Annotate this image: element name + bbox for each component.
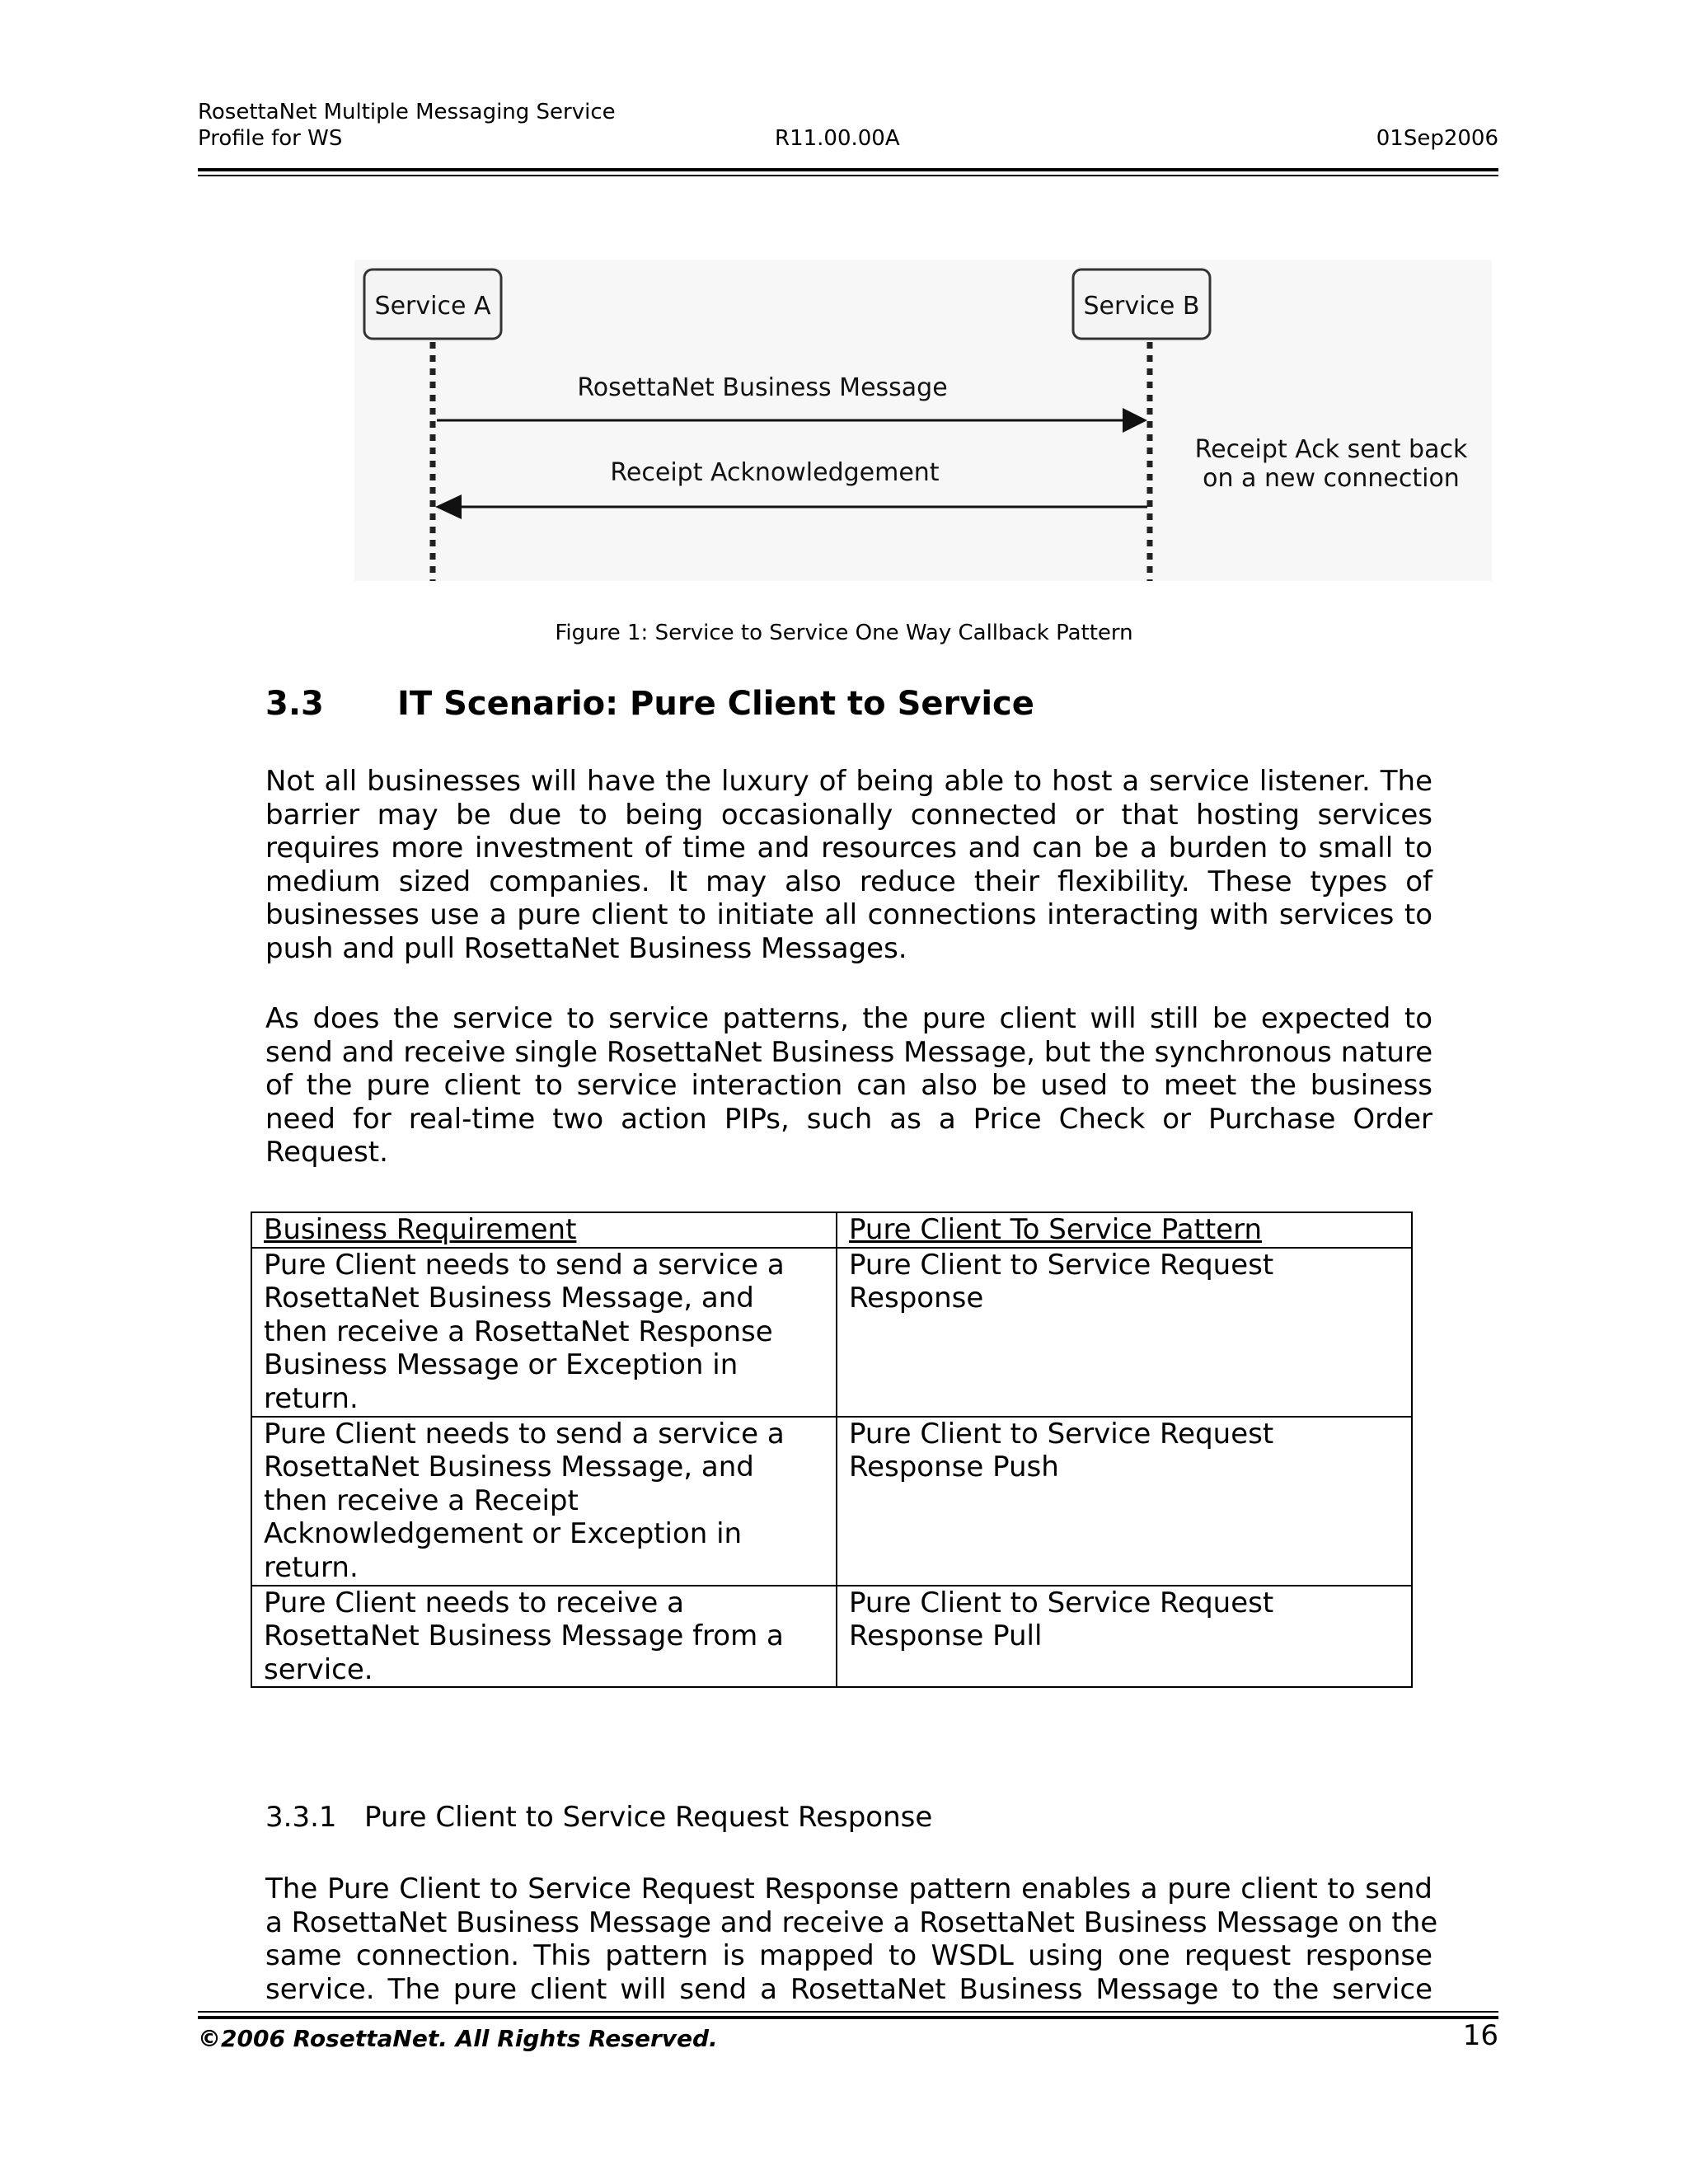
- header-title-line1: RosettaNet Multiple Messaging Service: [198, 100, 616, 124]
- paragraph-1-line: push and pull RosettaNet Business Messages.: [265, 931, 907, 965]
- subsection-title: Pure Client to Service Request Response: [364, 1801, 933, 1834]
- paragraph-3: [265, 1872, 1438, 2006]
- table-row: [251, 1248, 1412, 1417]
- table-cell-requirement: [251, 1248, 837, 1417]
- footer-rule-thin: [198, 2011, 1498, 2013]
- cell-line: Pure Client to Service Request: [849, 1586, 1274, 1619]
- paragraph-1-line: medium sized companies. It may also reduce their flexibility. These types of: [265, 865, 1432, 898]
- paragraph-3-line: a RosettaNet Business Message and receive a RosettaNet Business Message on the: [265, 1905, 1438, 1939]
- cell-line: return.: [264, 1381, 359, 1415]
- paragraph-1-line: barrier may be due to being occasionally connected or that hosting services: [265, 798, 1432, 832]
- cell-line: service.: [264, 1652, 373, 1686]
- paragraph-2-line: As does the service to service patterns, the pure client will still be expected to: [265, 1002, 1432, 1035]
- paragraph-1-line: Not all businesses will have the luxury of being able to host a service listener. The: [265, 765, 1432, 798]
- paragraph-2-line: Request.: [265, 1136, 388, 1169]
- cell-line: Pure Client needs to send a service a: [264, 1248, 785, 1282]
- cell-line: Pure Client needs to receive a: [264, 1586, 684, 1619]
- header-version: R11.00.00A: [775, 126, 900, 151]
- table-cell-pattern: [837, 1417, 1412, 1586]
- header-title-line2: Profile for WS: [198, 126, 343, 151]
- cell-line: then receive a RosettaNet Response: [264, 1315, 773, 1348]
- subsection-number: 3.3.1: [265, 1801, 337, 1834]
- service-b-label: Service B: [1083, 292, 1200, 321]
- paragraph-1-line: requires more investment of time and resources and can be a burden to small to: [265, 832, 1432, 865]
- note-line1: Receipt Ack sent back: [1194, 435, 1468, 464]
- page-number: 16: [1462, 2019, 1498, 2052]
- cell-line: RosettaNet Business Message from a: [264, 1619, 784, 1653]
- header-date: 01Sep2006: [1376, 126, 1498, 151]
- header-business-requirement: Business Requirement: [264, 1213, 577, 1246]
- message-label: RosettaNet Business Message: [577, 373, 948, 402]
- header-rule-thick: [198, 168, 1498, 171]
- cell-line: Response Push: [849, 1451, 1059, 1484]
- table-header-row: [251, 1212, 1412, 1248]
- paragraph-2-line: send and receive single RosettaNet Business Message, but the synchronous nature: [265, 1035, 1433, 1069]
- paragraph-3-line: The Pure Client to Service Request Response pattern enables a pure client to send: [265, 1872, 1432, 1905]
- table-header-cell: [251, 1212, 837, 1248]
- cell-line: Business Message or Exception in: [264, 1348, 738, 1382]
- header-rule-thin: [198, 175, 1498, 176]
- table-cell-requirement: [251, 1586, 837, 1688]
- footer-copyright: ©2006 RosettaNet. All Rights Reserved.: [198, 2025, 718, 2052]
- paragraph-1-line: businesses use a pure client to initiate all connections interacting with services to: [265, 898, 1432, 932]
- cell-line: Response: [849, 1282, 984, 1315]
- table-cell-requirement: [251, 1417, 837, 1586]
- ack-label: Receipt Acknowledgement: [610, 458, 940, 487]
- table-cell-pattern: [837, 1586, 1412, 1688]
- paragraph-2: [265, 1002, 1432, 1169]
- figure-caption: Figure 1: Service to Service One Way Callback Pattern: [555, 621, 1133, 645]
- paragraph-1: [265, 765, 1432, 966]
- table-cell-pattern: [837, 1248, 1412, 1417]
- cell-line: RosettaNet Business Message, and: [264, 1282, 754, 1315]
- paragraph-3-line: same connection. This pattern is mapped to WSDL using one request response: [265, 1939, 1432, 1973]
- cell-line: return.: [264, 1550, 359, 1584]
- cell-line: Pure Client to Service Request: [849, 1417, 1274, 1451]
- table-header-cell: [837, 1212, 1412, 1248]
- cell-line: then receive a Receipt: [264, 1483, 579, 1517]
- paragraph-2-line: of the pure client to service interaction can also be used to meet the business: [265, 1069, 1432, 1103]
- header-pattern: Pure Client To Service Pattern: [849, 1213, 1263, 1246]
- service-a-label: Service A: [374, 292, 491, 321]
- table-row: [251, 1586, 1412, 1688]
- cell-line: Response Pull: [849, 1619, 1043, 1653]
- table-row: [251, 1417, 1412, 1586]
- paragraph-3-line: service. The pure client will send a RosettaNet Business Message to the service: [265, 1972, 1432, 2006]
- sequence-diagram: [354, 260, 1492, 581]
- footer-rule-thick: [198, 2016, 1498, 2019]
- paragraph-2-line: need for real-time two action PIPs, such as a Price Check or Purchase Order: [265, 1102, 1432, 1136]
- cell-line: RosettaNet Business Message, and: [264, 1451, 754, 1484]
- cell-line: Acknowledgement or Exception in: [264, 1517, 743, 1551]
- section-number: 3.3: [265, 685, 324, 723]
- cell-line: Pure Client to Service Request: [849, 1248, 1274, 1282]
- requirements-table: [251, 1212, 1413, 1688]
- note-line2: on a new connection: [1203, 464, 1460, 493]
- section-title: IT Scenario: Pure Client to Service: [397, 685, 1034, 723]
- cell-line: Pure Client needs to send a service a: [264, 1417, 785, 1451]
